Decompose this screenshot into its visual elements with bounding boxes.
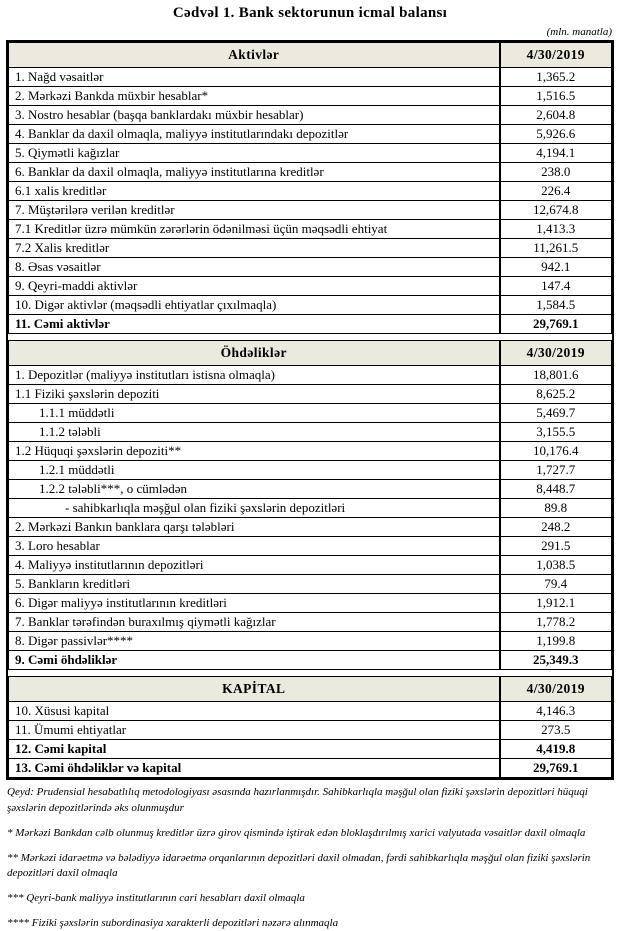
row-label: 3. Nostro hesablar (başqa banklardakı müxbir hesablar) [9, 106, 500, 125]
table-row [9, 239, 612, 258]
table-row [9, 499, 612, 518]
section-spacer [9, 334, 612, 341]
row-label: 5. Qiymətli kağızlar [9, 144, 500, 163]
table-row [9, 651, 612, 670]
row-label: 1.1.2 tələbli [9, 423, 500, 442]
row-label: 2. Mərkəzi Bankın banklara qarşı tələbləri [9, 518, 500, 537]
row-label: 12. Cəmi kapital [9, 740, 500, 759]
balance-table-frame [6, 40, 614, 780]
row-label: 8. Digər passivlər**** [9, 632, 500, 651]
row-label: 2. Mərkəzi Bankda müxbir hesablar* [9, 87, 500, 106]
table-row [9, 144, 612, 163]
row-label: 1.1 Fiziki şəxslərin depoziti [9, 385, 500, 404]
row-value: 3,155.5 [500, 423, 612, 442]
table-row [9, 480, 612, 499]
row-value: 238.0 [500, 163, 612, 182]
table-row [9, 106, 612, 125]
table-row [9, 385, 612, 404]
table-row [9, 182, 612, 201]
row-value: 147.4 [500, 277, 612, 296]
table-row [9, 277, 612, 296]
section-header-label: Öhdəliklər [9, 341, 500, 366]
row-label: 1.2.2 tələbli***, o cümlədən [9, 480, 500, 499]
row-value: 18,801.6 [500, 366, 612, 385]
section-header-date: 4/30/2019 [500, 43, 612, 68]
row-label: 4. Maliyyə institutlarının depozitləri [9, 556, 500, 575]
row-label: 6.1 xalis kreditlər [9, 182, 500, 201]
row-label: 10. Digər aktivlər (məqsədli ehtiyatlar çıxılmaqla) [9, 296, 500, 315]
row-value: 11,261.5 [500, 239, 612, 258]
footnote: *** Qeyri-bank maliyyə institutlarının cari hesabları daxil olmaqla [7, 892, 305, 905]
row-label: 1.1.1 müddətli [9, 404, 500, 423]
section-header-row [9, 677, 612, 702]
row-value: 10,176.4 [500, 442, 612, 461]
row-value: 5,469.7 [500, 404, 612, 423]
section-header-date: 4/30/2019 [500, 677, 612, 702]
row-value: 29,769.1 [500, 315, 612, 334]
footnote: * Mərkəzi Bankdan cəlb olunmuş kreditlər üzrə girov qismində iştirak edən bloklaşdırılmış xarici valyutada vəsaitlər daxil olmaqla [7, 827, 586, 840]
table-row [9, 594, 612, 613]
row-value: 1,413.3 [500, 220, 612, 239]
row-label: 9. Qeyri-maddi aktivlər [9, 277, 500, 296]
row-value: 291.5 [500, 537, 612, 556]
row-label: 11. Ümumi ehtiyatlar [9, 721, 500, 740]
section-header-label: KAPİTAL [9, 677, 500, 702]
section-header-date: 4/30/2019 [500, 341, 612, 366]
table-row [9, 68, 612, 87]
table-row [9, 613, 612, 632]
table-row [9, 632, 612, 651]
row-label: 9. Cəmi öhdəliklər [9, 651, 500, 670]
section-spacer-cell [9, 670, 612, 677]
table-row [9, 220, 612, 239]
table-row [9, 575, 612, 594]
row-label: 1.2 Hüquqi şəxslərin depoziti** [9, 442, 500, 461]
row-label: 1. Nağd vəsaitlər [9, 68, 500, 87]
row-label: 7. Banklar tərəfindən buraxılmış qiymətli kağızlar [9, 613, 500, 632]
row-value: 1,584.5 [500, 296, 612, 315]
section-3 [9, 670, 612, 778]
row-label: 13. Cəmi öhdəliklər və kapital [9, 759, 500, 778]
table-row [9, 404, 612, 423]
row-value: 1,778.2 [500, 613, 612, 632]
row-value: 273.5 [500, 721, 612, 740]
footnotes [7, 785, 613, 931]
section-spacer-cell [9, 334, 612, 341]
row-value: 4,194.1 [500, 144, 612, 163]
unit-note: (mln. manatla) [546, 26, 612, 38]
row-label: 5. Bankların kreditləri [9, 575, 500, 594]
row-value: 5,926.6 [500, 125, 612, 144]
table-row [9, 537, 612, 556]
section-header-row [9, 43, 612, 68]
row-value: 12,674.8 [500, 201, 612, 220]
table-row [9, 442, 612, 461]
row-value: 4,146.3 [500, 702, 612, 721]
section-1 [9, 43, 612, 334]
row-value: 89.8 [500, 499, 612, 518]
row-value: 2,604.8 [500, 106, 612, 125]
table-row [9, 556, 612, 575]
footnote: ** Mərkəzi idarəetmə və bələdiyyə idarəetmə orqanlarının depozitləri daxil olmadan, fərdi sahibkarlıqla məşğul olan fiziki şəxslərin depozitləri daxil olmaqla [7, 851, 591, 880]
row-label: 6. Banklar da daxil olmaqla, maliyyə institutlarına kreditlər [9, 163, 500, 182]
table-row [9, 740, 612, 759]
row-value: 4,419.8 [500, 740, 612, 759]
row-value: 226.4 [500, 182, 612, 201]
row-label: 7.1 Kreditlər üzrə mümkün zərərlərin ödənilməsi üçün məqsədli ehtiyat [9, 220, 500, 239]
row-label: 11. Cəmi aktivlər [9, 315, 500, 334]
section-2 [9, 334, 612, 670]
table-row [9, 461, 612, 480]
row-label: 8. Əsas vəsaitlər [9, 258, 500, 277]
row-value: 248.2 [500, 518, 612, 537]
row-label: 6. Digər maliyyə institutlarının kreditləri [9, 594, 500, 613]
row-value: 79.4 [500, 575, 612, 594]
row-label: 3. Loro hesablar [9, 537, 500, 556]
footnote: **** Fiziki şəxslərin subordinasiya xarakterli depozitləri nəzərə alınmaqla [7, 916, 339, 929]
row-value: 8,448.7 [500, 480, 612, 499]
table-row [9, 258, 612, 277]
row-value: 29,769.1 [500, 759, 612, 778]
row-value: 1,912.1 [500, 594, 612, 613]
row-label: 7.2 Xalis kreditlər [9, 239, 500, 258]
table-row [9, 366, 612, 385]
row-label: - sahibkarlıqla məşğul olan fiziki şəxslərin depozitləri [9, 499, 500, 518]
row-value: 8,625.2 [500, 385, 612, 404]
row-label: 1. Depozitlər (maliyyə institutları istisna olmaqla) [9, 366, 500, 385]
footnote: Qeyd: Prudensial hesabatlılıq metodologiyası əsasında hazırlanmışdır. Sahibkarlıqla məşğul olan fiziki şəxslərin depozitləri hüquqi şəxslərin depozitlərində əks olunmuşdur [7, 786, 588, 814]
section-spacer [9, 670, 612, 677]
table-row [9, 721, 612, 740]
table-row [9, 423, 612, 442]
table-row [9, 125, 612, 144]
table-row [9, 759, 612, 778]
table-row [9, 315, 612, 334]
table-row [9, 518, 612, 537]
row-value: 1,199.8 [500, 632, 612, 651]
row-label: 10. Xüsusi kapital [9, 702, 500, 721]
row-label: 7. Müştərilərə verilən kreditlər [9, 201, 500, 220]
section-header-row [9, 341, 612, 366]
row-value: 1,516.5 [500, 87, 612, 106]
table-row [9, 163, 612, 182]
row-value: 25,349.3 [500, 651, 612, 670]
table-row [9, 296, 612, 315]
row-value: 1,365.2 [500, 68, 612, 87]
table-row [9, 201, 612, 220]
row-label: 1.2.1 müddətli [9, 461, 500, 480]
row-value: 1,727.7 [500, 461, 612, 480]
row-value: 1,038.5 [500, 556, 612, 575]
page-title: Cədvəl 1. Bank sektorunun icmal balansı [172, 5, 448, 21]
table-row [9, 702, 612, 721]
row-label: 4. Banklar da daxil olmaqla, maliyyə institutlarındakı depozitlər [9, 125, 500, 144]
balance-table [8, 42, 612, 778]
section-header-label: Aktivlər [9, 43, 500, 68]
table-row [9, 87, 612, 106]
row-value: 942.1 [500, 258, 612, 277]
